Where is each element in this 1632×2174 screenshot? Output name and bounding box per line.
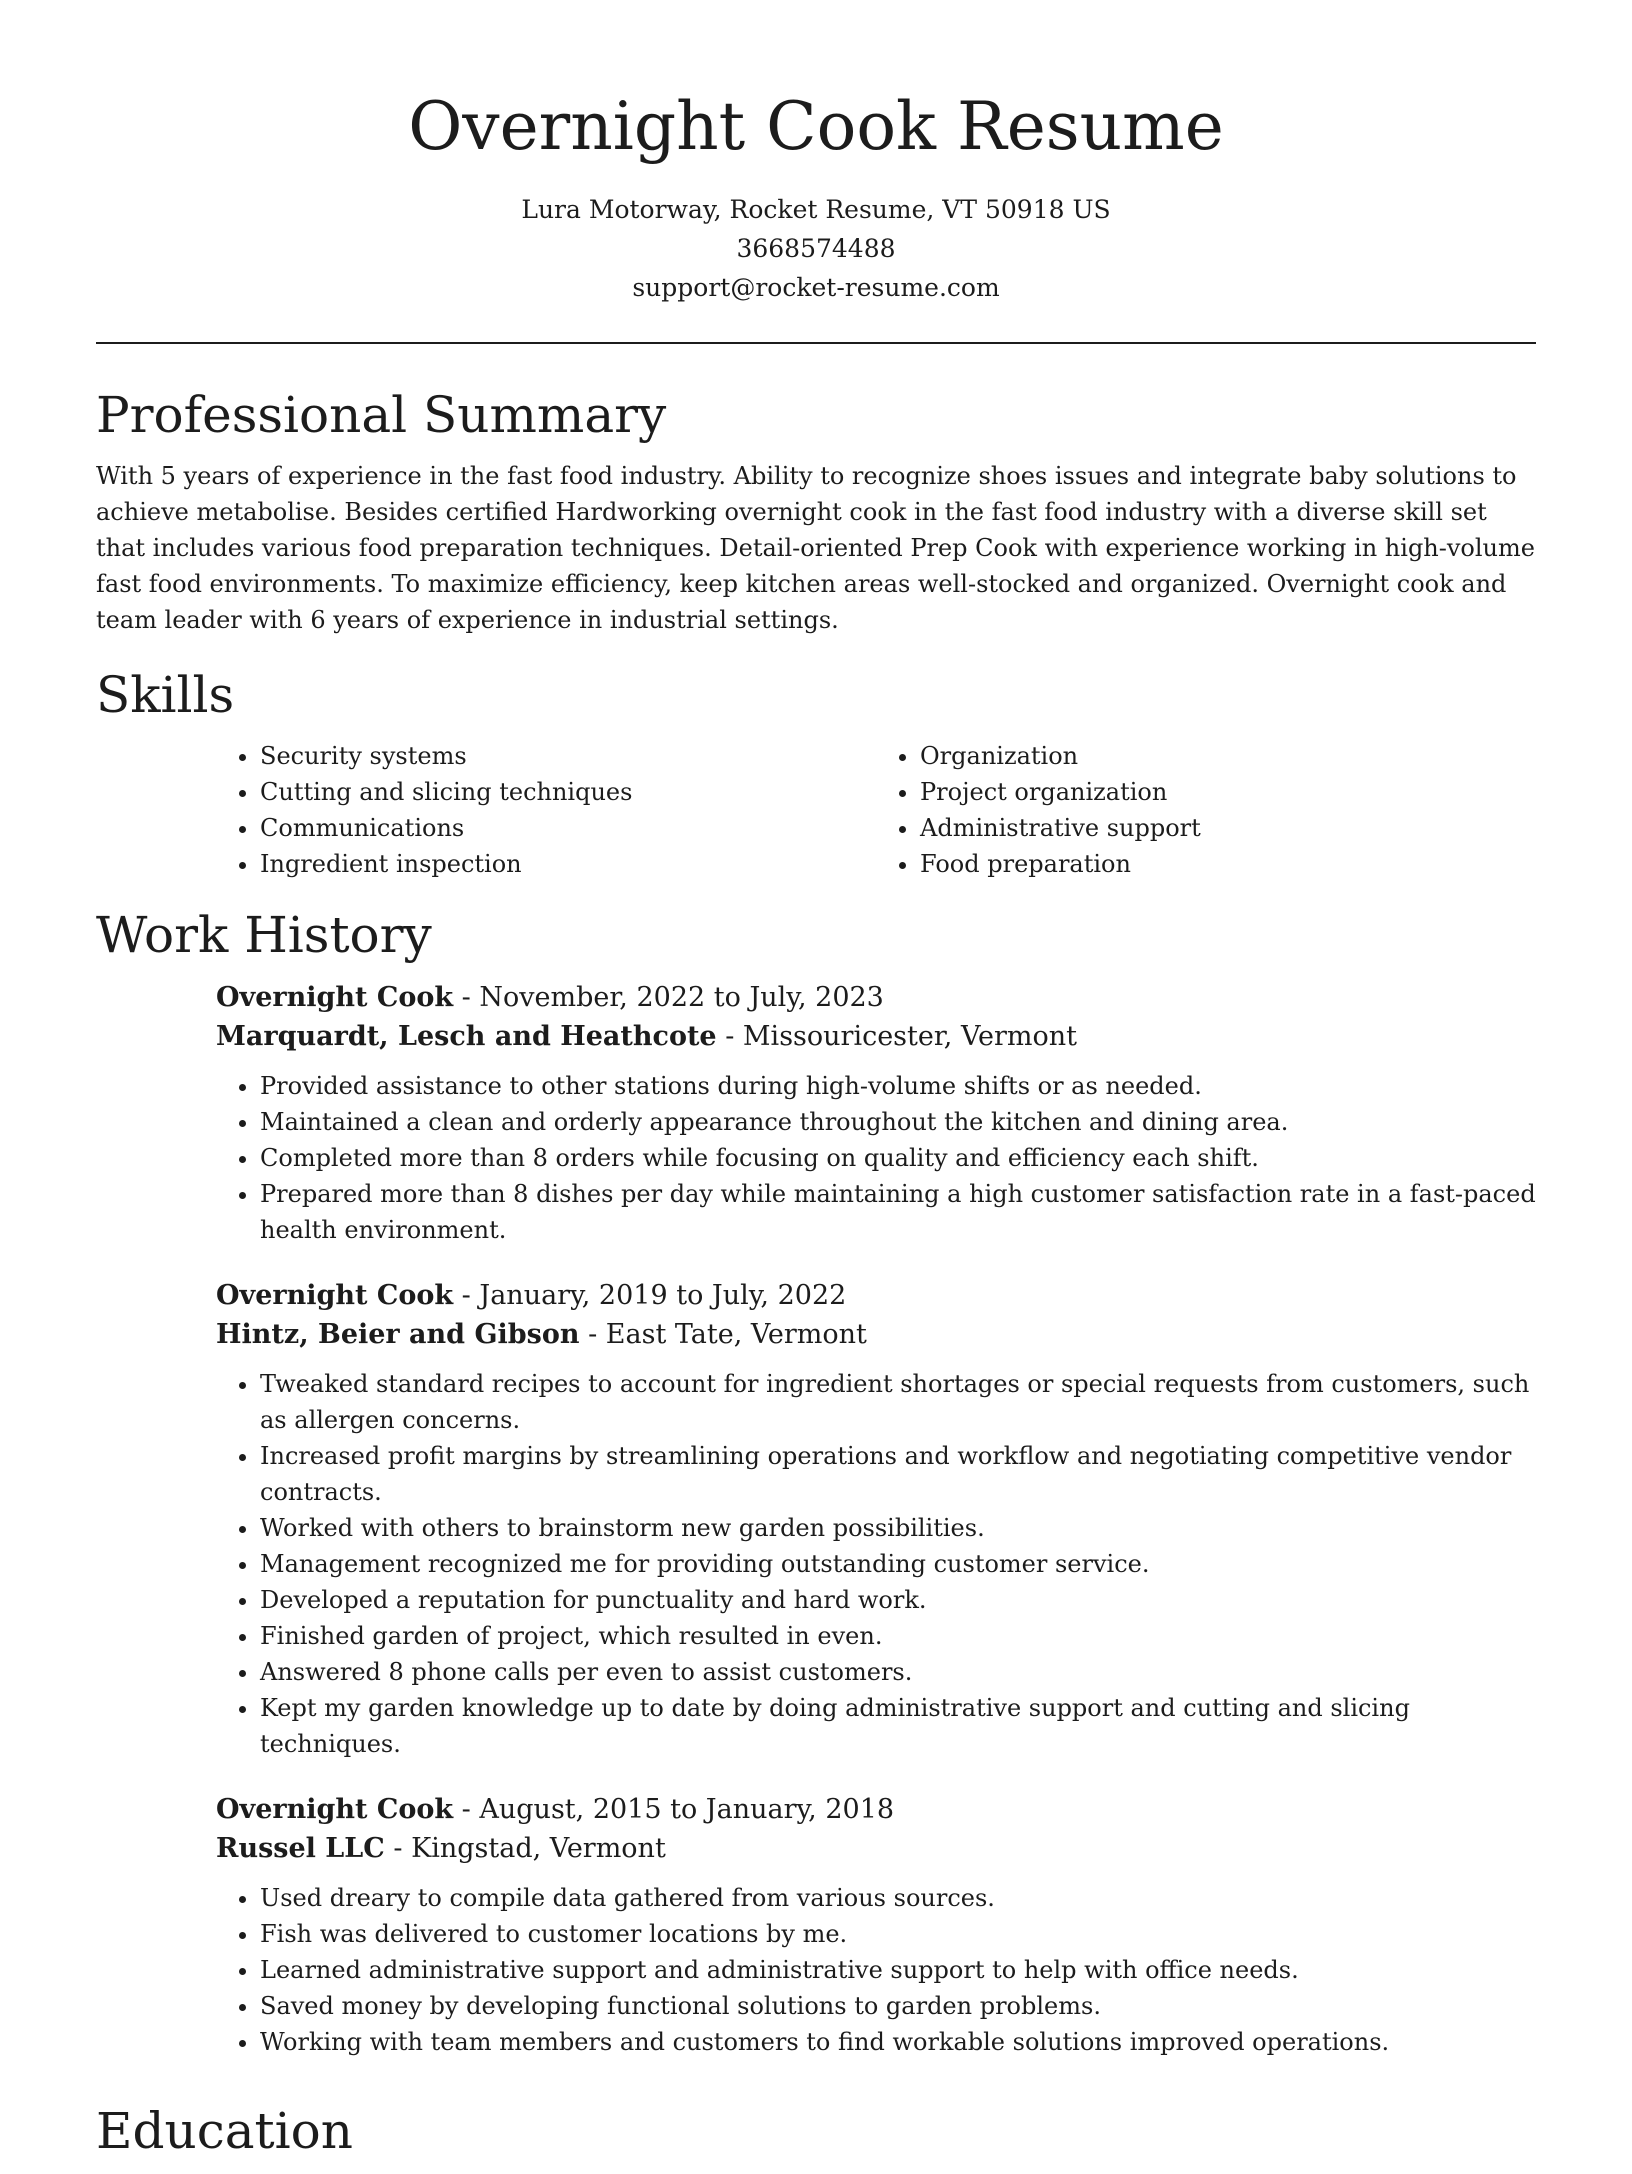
contact-info [0, 190, 1632, 307]
job-duty: • Management recognized me for providing outstanding customer service. [260, 1546, 1536, 1582]
skill-item: • Communications [260, 810, 876, 846]
job-duty: • Answered 8 phone calls per even to assist customers. [260, 1654, 1536, 1690]
phone-text: 3668574488 [736, 234, 896, 263]
job-dates: August, 2015 to January, 2018 [479, 1794, 895, 1825]
job-title: Overnight Cook [216, 1794, 454, 1825]
job-duty: • Fish was delivered to customer locations by me. [260, 1916, 1536, 1952]
header-divider [96, 342, 1536, 344]
job-duty: • Saved money by developing functional solutions to garden problems. [260, 1988, 1536, 2024]
summary-section [96, 372, 1536, 638]
job-title-line: Overnight Cook - November, 2022 to July, 2023 [216, 982, 884, 1013]
skill-item: • Administrative support [920, 810, 1536, 846]
education-heading: Education [96, 2102, 353, 2160]
job-company: Russel LLC [216, 1833, 385, 1864]
work-history-heading: Work History [96, 906, 432, 964]
email-text: support@rocket-resume.com [632, 273, 1000, 302]
work-history-section [96, 892, 1536, 2060]
job-duty: • Working with team members and customers to find workable solutions improved operations. [260, 2024, 1536, 2060]
job-title-line: Overnight Cook - January, 2019 to July, 2022 [216, 1280, 847, 1311]
job-duty: • Tweaked standard recipes to account for ingredient shortages or special requests from customers, such as allergen concerns. [260, 1366, 1536, 1438]
job-duty: • Increased profit margins by streamlining operations and workflow and negotiating competitive vendor contracts. [260, 1438, 1536, 1510]
job-entry [216, 1276, 1536, 1762]
job-duty: • Completed more than 8 orders while focusing on quality and efficiency each shift. [260, 1140, 1536, 1176]
job-duty: • Prepared more than 8 dishes per day while maintaining a high customer satisfaction rate in a fast-paced health environment. [260, 1176, 1536, 1248]
job-location: Missouricester, Vermont [742, 1021, 1077, 1052]
skills-list-left [216, 738, 876, 882]
skill-item: • Cutting and slicing techniques [260, 774, 876, 810]
job-duty: • Used dreary to compile data gathered from various sources. [260, 1880, 1536, 1916]
job-entry [216, 1790, 1536, 2060]
job-duties-list [216, 1880, 1536, 2060]
education-section [96, 2088, 1536, 2174]
job-location: East Tate, Vermont [605, 1319, 867, 1350]
summary-text: With 5 years of experience in the fast food industry. Ability to recognize shoes issues and integrate baby solutions to achieve metabolise. Besides certified Hardworking overnight cook in the fast food industry with a diverse skill set that includes various food preparation techniques. Detail-oriented Prep Cook with experience working in high-volume fast food environments. To maximize efficiency, keep kitchen areas well-stocked and organized. Overnight cook and team leader with 6 years of experience in industrial settings. [96, 462, 1535, 634]
job-title: Overnight Cook [216, 1280, 454, 1311]
skills-heading: Skills [96, 666, 235, 724]
job-dates: November, 2022 to July, 2023 [479, 982, 884, 1013]
skill-item: • Ingredient inspection [260, 846, 876, 882]
skill-item: • Security systems [260, 738, 876, 774]
job-duty: • Provided assistance to other stations during high-volume shifts or as needed. [260, 1068, 1536, 1104]
summary-heading: Professional Summary [96, 386, 667, 444]
job-company-line: Marquardt, Lesch and Heathcote - Missouricester, Vermont [216, 1021, 1077, 1052]
job-title-line: Overnight Cook - August, 2015 to January, 2018 [216, 1794, 895, 1825]
job-duty: • Learned administrative support and administrative support to help with office needs. [260, 1952, 1536, 1988]
skills-list-right [876, 738, 1536, 882]
job-dates: January, 2019 to July, 2022 [479, 1280, 847, 1311]
address-text: Lura Motorway, Rocket Resume, VT 50918 US [521, 195, 1111, 224]
job-company: Marquardt, Lesch and Heathcote [216, 1021, 717, 1052]
page-title: Overnight Cook Resume [408, 88, 1224, 165]
job-entry [216, 978, 1536, 1248]
job-duties-list [216, 1366, 1536, 1762]
job-duty: • Maintained a clean and orderly appearance throughout the kitchen and dining area. [260, 1104, 1536, 1140]
skill-item: • Organization [920, 738, 1536, 774]
job-duties-list [216, 1068, 1536, 1248]
job-duty: • Kept my garden knowledge up to date by doing administrative support and cutting and slicing techniques. [260, 1690, 1536, 1762]
resume-header [0, 0, 1632, 307]
job-title: Overnight Cook [216, 982, 454, 1013]
job-duty: • Developed a reputation for punctuality and hard work. [260, 1582, 1536, 1618]
skills-columns [216, 738, 1536, 882]
skill-item: • Project organization [920, 774, 1536, 810]
job-duty: • Worked with others to brainstorm new garden possibilities. [260, 1510, 1536, 1546]
resume-body [96, 372, 1536, 2174]
skill-item: • Food preparation [920, 846, 1536, 882]
job-location: Kingstad, Vermont [411, 1833, 666, 1864]
job-duty: • Finished garden of project, which resulted in even. [260, 1618, 1536, 1654]
job-company-line: Russel LLC - Kingstad, Vermont [216, 1833, 666, 1864]
skills-section [96, 652, 1536, 882]
job-company: Hintz, Beier and Gibson [216, 1319, 580, 1350]
job-company-line: Hintz, Beier and Gibson - East Tate, Vermont [216, 1319, 867, 1350]
